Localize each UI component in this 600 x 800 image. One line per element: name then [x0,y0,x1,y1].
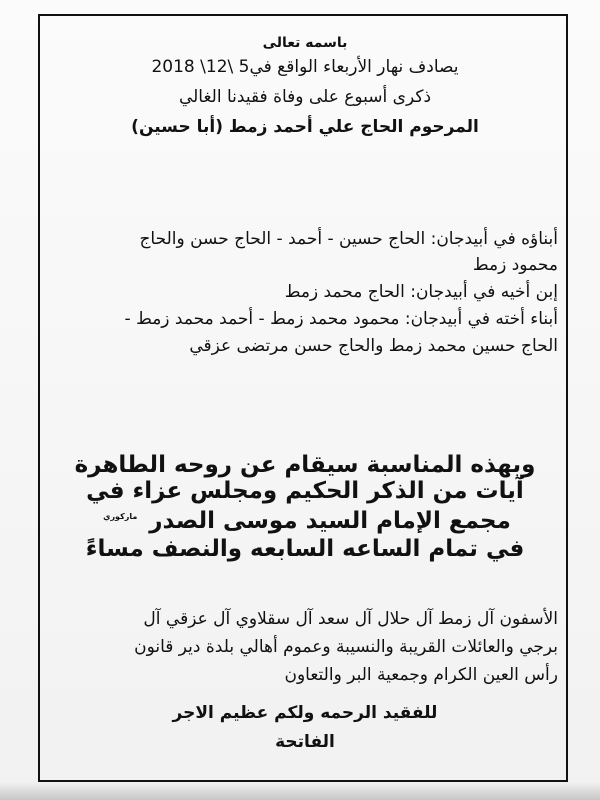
header-line-4: المرحوم الحاج علي أحمد زمط (أبا حسين) [131,117,479,137]
header-line-3: ذكرى أسبوع على وفاة فقيدنا الغالي [178,87,432,107]
family-line-3: إبن أخيه في أبيدجان: الحاج محمد زمط [284,282,558,302]
header-line-1: باسمه تعالى [262,35,348,51]
family-line-4: أبناء أخته في أبيدجان: محمود محمد زمط - أحمد محمد زمط - [124,309,558,329]
document-content [52,20,558,768]
announcement-line-3-main: مجمع الإمام السيد موسى الصدر [149,508,511,534]
mourners-line-1: الأسفون آل زمط آل حلال آل سعد آل سقلاوي آل عزقي آل [143,609,558,629]
bottom-shadow [0,782,600,800]
closing-line-2: الفاتحة [275,732,335,752]
mourners-line-3: رأس العين الكرام وجمعية البر والتعاون [284,665,558,685]
announcement-line-4: في تمام الساعه السابعه والنصف مساءً [85,536,525,562]
announcement-line-1: وبهذه المناسبة سيقام عن روحه الطاهرة [74,452,536,478]
family-line-2: محمود زمط [472,255,558,275]
family-line-1: أبناؤه في أبيدجان: الحاج حسين - أحمد - الحاج حسن والحاج [139,229,558,249]
header-line-2: يصادف نهار الأربعاء الواقع في5 \12\ 2018 [151,57,459,77]
family-line-5: الحاج حسين محمد زمط والحاج حسن مرتضى عزقي [189,336,558,356]
announcement-line-3-small: ماركوري [103,512,138,522]
announcement-line-2: آيات من الذكر الحكيم ومجلس عزاء في [86,478,524,504]
announcement-line-3 [52,510,558,533]
closing-line-1: للفقيد الرحمه ولكم عظيم الاجر [172,703,438,723]
mourners-line-2: برجي والعائلات القريبة والنسيبة وعموم أهالي بلدة دير قانون [134,637,558,657]
